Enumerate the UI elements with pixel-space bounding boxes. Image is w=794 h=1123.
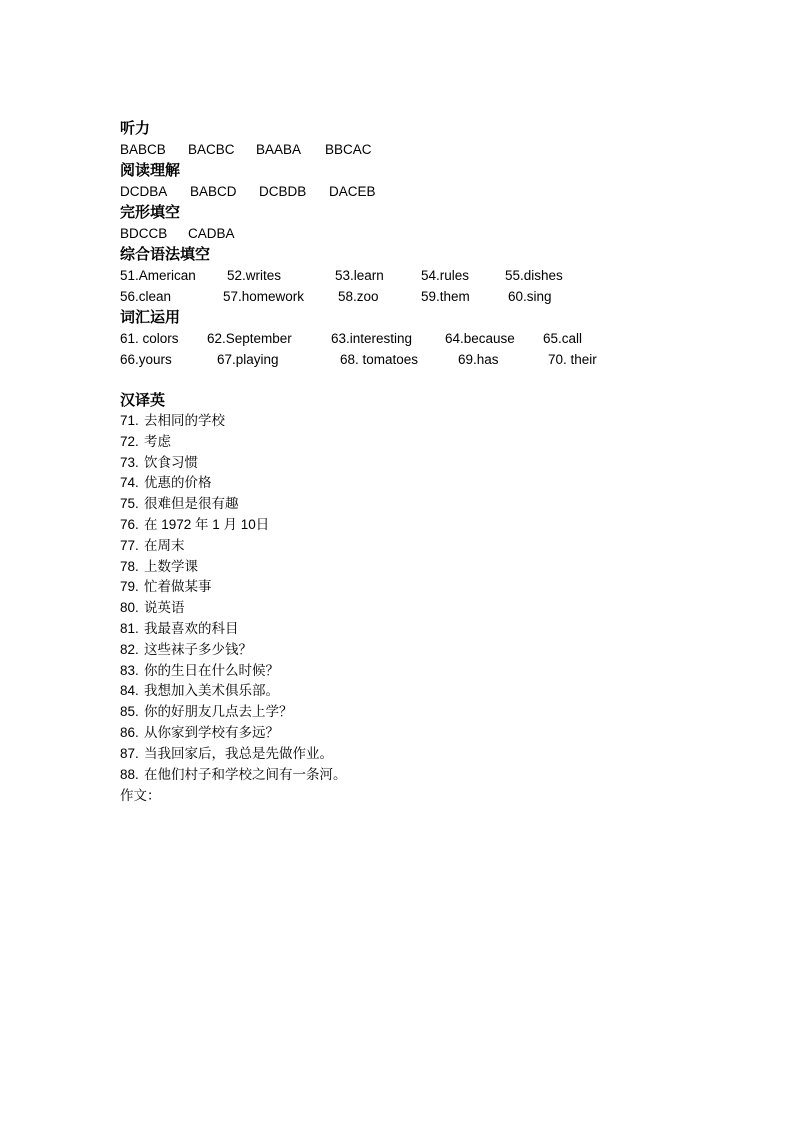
answer-item: 54.rules (421, 268, 470, 283)
answer-group: DCDBA (120, 184, 168, 199)
item-number: 71. (120, 413, 139, 428)
translation-item (120, 453, 720, 474)
item-number: 79. (120, 579, 139, 595)
answer-group: DCBDB (259, 184, 307, 199)
answer-item: 57.homework (223, 289, 305, 304)
translation-item (120, 411, 720, 432)
answer-group: BABCB (120, 142, 166, 157)
section-title-reading: 阅读理解 (120, 161, 181, 179)
answer-item: 56.clean (120, 289, 172, 304)
item-text: 在他们村子和学校之间有一条河。 (144, 766, 347, 782)
answer-item: 68. tomatoes (340, 352, 419, 367)
translation-item (120, 744, 720, 765)
item-text: 我想加入美术俱乐部。 (144, 683, 279, 699)
item-text: 饮食习惯 (144, 454, 198, 470)
translation-item (120, 577, 720, 598)
translation-item (120, 536, 720, 557)
item-number: 85. (120, 704, 139, 720)
item-number: 87. (120, 745, 139, 761)
section-spacer (120, 370, 720, 390)
answer-item: 60.sing (508, 289, 552, 304)
translation-item (120, 640, 720, 661)
section-title-listening: 听力 (120, 119, 151, 137)
answer-key-page (120, 118, 720, 806)
answer-item: 59.them (421, 289, 470, 304)
item-number: 78. (120, 558, 139, 574)
item-text: 忙着做某事 (144, 579, 212, 595)
answer-item: 67.playing (217, 352, 279, 367)
translation-item (120, 765, 720, 786)
translation-item (120, 557, 720, 578)
item-text: 去相同的学校 (144, 413, 225, 428)
answer-group: CADBA (188, 226, 235, 241)
answer-item: 51.American (120, 268, 196, 283)
answer-item: 58.zoo (338, 289, 379, 304)
answer-group: BABCD (190, 184, 237, 199)
answer-item: 66.yours (120, 352, 172, 367)
item-number: 73. (120, 454, 139, 470)
translation-item (120, 494, 720, 515)
translation-item (120, 473, 720, 494)
item-text: 从你家到学校有多远？ (144, 724, 279, 740)
translation-list (120, 411, 720, 785)
grammar-answers-row-2 (120, 286, 720, 307)
translation-item (120, 702, 720, 723)
item-number: 86. (120, 724, 139, 740)
item-number: 88. (120, 766, 139, 782)
grammar-answers-row-1 (120, 265, 720, 286)
item-text: 在周末 (144, 537, 185, 553)
item-text: 当我回家后，我总是先做作业。 (144, 745, 333, 761)
item-number: 74. (120, 475, 139, 491)
item-number: 80. (120, 600, 139, 616)
answer-item: 55.dishes (505, 268, 563, 283)
vocabulary-answers-row-1 (120, 328, 720, 349)
answer-group: BDCCB (120, 226, 168, 241)
answer-item: 70. their (548, 352, 597, 367)
answer-item: 61. colors (120, 331, 179, 346)
answer-item: 65.call (543, 331, 583, 346)
item-number: 84. (120, 683, 139, 699)
answer-group: BACBC (188, 142, 235, 157)
item-number: 72. (120, 433, 139, 449)
vocabulary-answers-row-2 (120, 349, 720, 370)
item-text: 优惠的价格 (144, 475, 212, 491)
translation-item (120, 619, 720, 640)
item-number: 83. (120, 662, 139, 678)
item-number: 77. (120, 537, 139, 553)
item-text: 上数学课 (144, 558, 198, 574)
translation-item (120, 515, 720, 536)
reading-answers (120, 181, 720, 202)
translation-item (120, 432, 720, 453)
composition-label: 作文： (120, 788, 161, 804)
answer-group: DACEB (329, 184, 376, 199)
item-text: 说英语 (144, 600, 185, 616)
translation-item (120, 661, 720, 682)
listening-answers (120, 139, 720, 160)
cloze-answers (120, 223, 720, 244)
item-text: 这些袜子多少钱？ (144, 641, 252, 657)
answer-item: 62.September (207, 331, 292, 346)
answer-item: 53.learn (335, 268, 384, 283)
item-number: 76. (120, 516, 139, 532)
section-title-cloze: 完形填空 (120, 203, 181, 221)
item-text: 我最喜欢的科目 (144, 620, 239, 636)
item-text: 在 1972 年 1 月 10日 (144, 516, 270, 532)
section-title-translation: 汉译英 (120, 391, 166, 409)
item-number: 82. (120, 641, 139, 657)
answer-item: 52.writes (227, 268, 282, 283)
item-number: 75. (120, 496, 139, 512)
item-number: 81. (120, 620, 139, 636)
item-text: 很难但是很有趣 (144, 496, 239, 512)
translation-item (120, 681, 720, 702)
translation-item (120, 723, 720, 744)
answer-group: BAABA (256, 142, 302, 157)
answer-item: 64.because (445, 331, 515, 346)
answer-item: 69.has (458, 352, 499, 367)
item-text: 你的好朋友几点去上学？ (144, 704, 293, 720)
section-title-grammar: 综合语法填空 (120, 245, 211, 263)
translation-item (120, 598, 720, 619)
answer-group: BBCAC (325, 142, 372, 157)
item-text: 你的生日在什么时候？ (144, 662, 279, 678)
answer-item: 63.interesting (331, 331, 413, 346)
item-text: 考虑 (144, 433, 171, 449)
section-title-vocabulary: 词汇运用 (120, 308, 181, 326)
